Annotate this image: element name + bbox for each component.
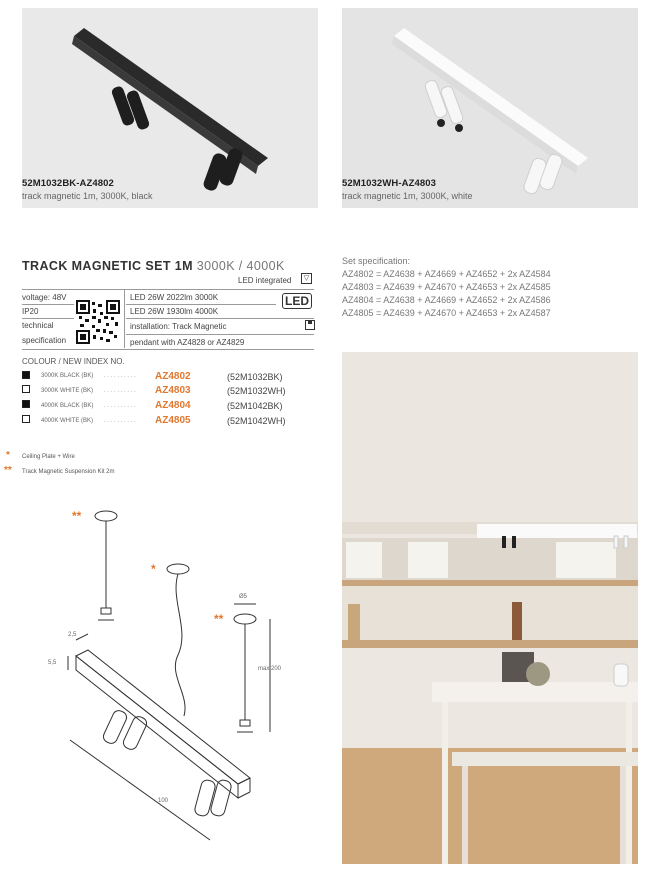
spec-voltage: voltage: 48V [22,293,67,302]
product-code-black: 52M1032BK-AZ4802 [22,178,114,189]
led-integrated-label: LED integrated [238,276,292,285]
spec-pendant: pendant with AZ4828 or AZ4829 [130,338,245,347]
spec-line [22,318,74,319]
spec-table-top-line [22,289,314,290]
colour-label: 3000K BLACK (BK) [41,373,94,379]
product-desc-black: track magnetic 1m, 3000K, black [22,191,153,201]
note-text: Track Magnetic Suspension Kit 2m [22,469,115,475]
colour-az-index: AZ4802 [155,371,191,382]
spec-table-bottom-line [22,349,314,350]
spec-line [126,304,276,305]
spec-installation: installation: Track Magnetic [130,322,227,331]
set-spec-line: AZ4804 = AZ4638 + AZ4669 + AZ4652 + 2x AZ4586 [342,295,551,305]
colour-old-code: (52M1032WH) [227,386,286,396]
spec-ip: IP20 [22,307,39,316]
note-text: Ceiling Plate + Wire [22,454,75,460]
kitchen-photo [342,352,638,864]
leader-dots: . . . . . . . . . . [104,373,136,379]
track-mount-icon [305,320,315,330]
page-title [22,259,285,273]
colour-az-index: AZ4803 [155,385,191,396]
spec-line [126,318,314,319]
product-desc-white: track magnetic 1m, 3000K, white [342,191,473,201]
drawing-mark-2: * [151,562,156,576]
spec-line [22,304,74,305]
swatch-white [22,415,30,423]
swatch-black [22,400,30,408]
leader-dots: . . . . . . . . . . [104,418,136,424]
spec-led-4000k: LED 26W 1930lm 4000K [130,307,219,316]
dim-label: max 200 [258,666,282,672]
colour-label: 4000K BLACK (BK) [41,403,94,409]
colour-header: COLOUR / NEW INDEX NO. [22,357,125,366]
drawing-mark-1: ** [72,509,82,523]
swatch-black [22,371,30,379]
colour-az-index: AZ4805 [155,415,191,426]
lamp-icon: ▽ [301,273,312,284]
qr-code-icon [76,300,120,344]
spec-table-divider [124,289,125,348]
led-badge: LED [282,293,312,309]
colour-old-code: (52M1042BK) [227,401,283,411]
colour-label: 4000K WHITE (BK) [41,418,94,424]
spec-specification: specification [22,336,67,345]
colour-old-code: (52M1042WH) [227,416,286,426]
set-spec-line: AZ4803 = AZ4639 + AZ4670 + AZ4653 + 2x AZ4585 [342,282,551,292]
title-main: TRACK MAGNETIC SET 1M [22,259,193,273]
leader-dots: . . . . . . . . . . [104,403,136,409]
spec-line [126,334,314,335]
colour-old-code: (52M1032BK) [227,372,283,382]
product-code-white: 52M1032WH-AZ4803 [342,178,437,189]
note-mark: * [6,450,10,461]
dim-label: 5,5 [48,660,57,666]
title-sub: 3000K / 4000K [196,259,285,273]
dim-label: Ø5 [239,594,248,600]
technical-drawing [0,480,330,866]
set-spec-title: Set specification: [342,256,411,266]
spec-technical: technical [22,321,54,330]
note-mark: ** [4,465,12,476]
set-spec-line: AZ4805 = AZ4639 + AZ4670 + AZ4653 + 2x AZ4587 [342,308,551,318]
colour-label: 3000K WHITE (BK) [41,388,94,394]
swatch-white [22,385,30,393]
spec-led-3000k: LED 26W 2022lm 3000K [130,293,219,302]
set-spec-line: AZ4802 = AZ4638 + AZ4669 + AZ4652 + 2x AZ4584 [342,269,551,279]
dim-label: 100 [158,798,169,804]
colour-az-index: AZ4804 [155,400,191,411]
leader-dots: . . . . . . . . . . [104,388,136,394]
drawing-mark-3: ** [214,612,224,626]
dim-label: 2,5 [68,632,77,638]
